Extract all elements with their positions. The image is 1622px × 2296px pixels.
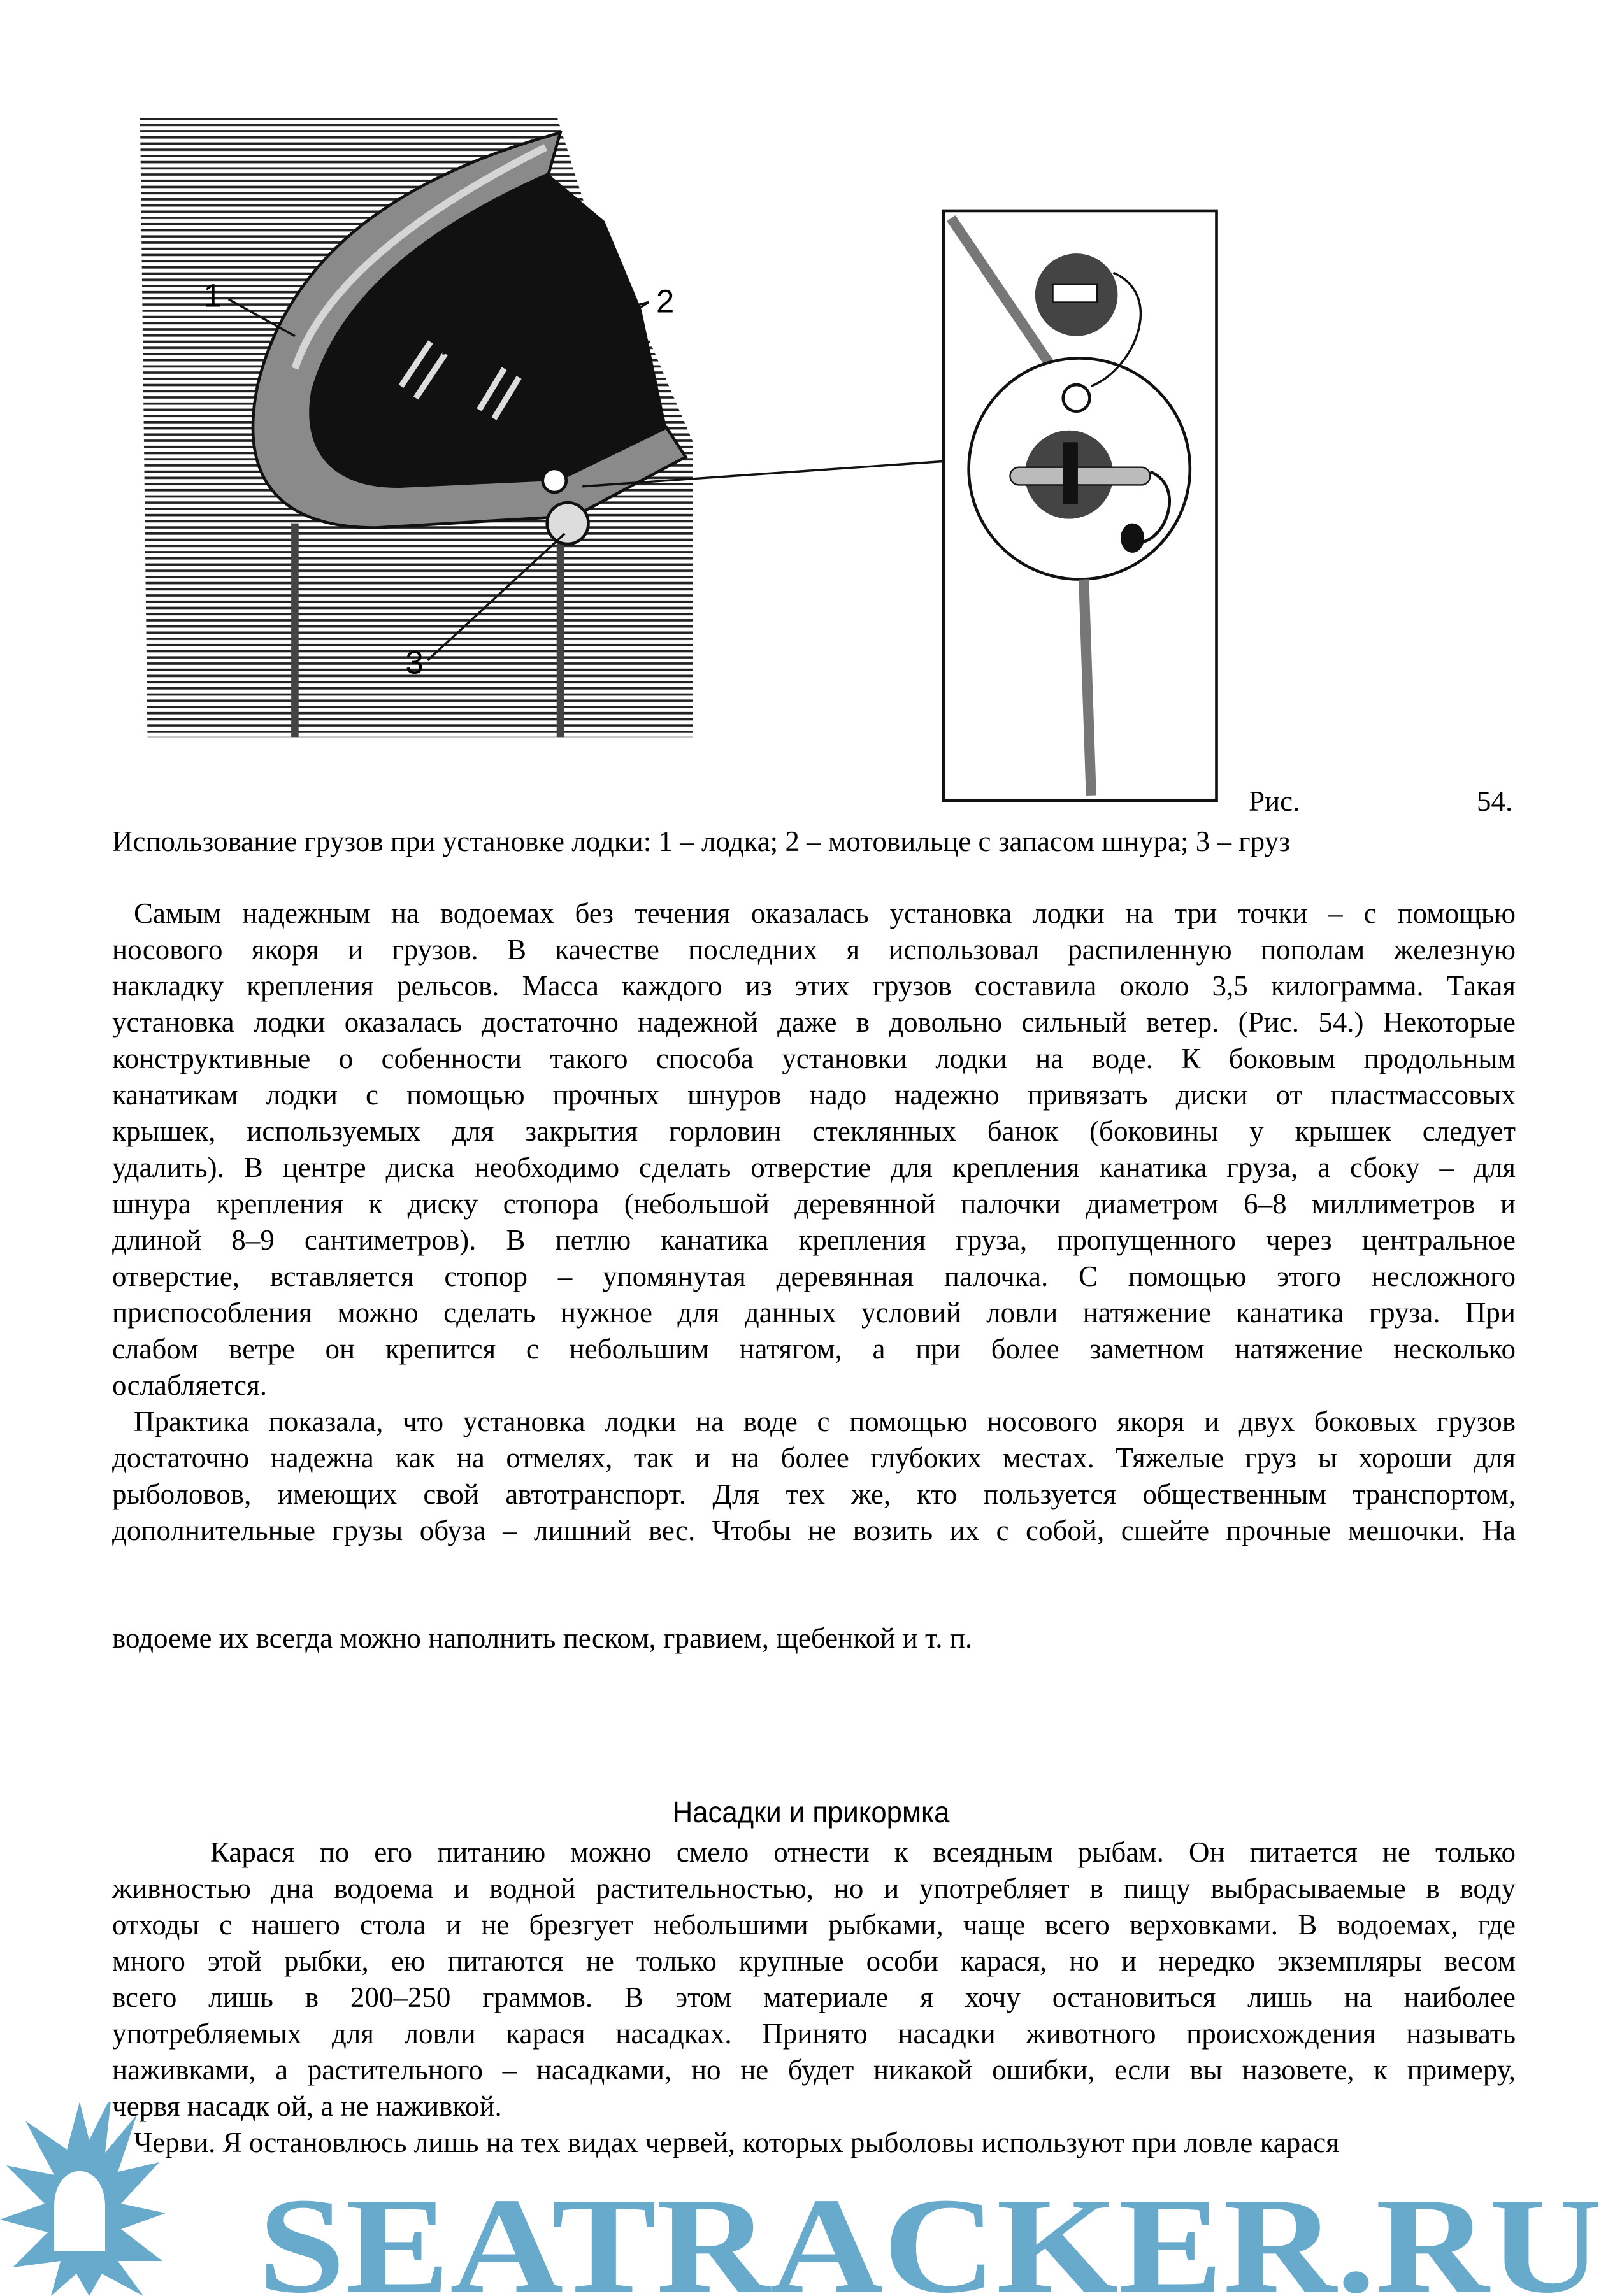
text-line: крышек, используемых для закрытия горловин стеклянных банок (боковины у крышек следует (112, 1115, 1516, 1147)
seatracker-watermark (0, 2165, 1622, 2296)
text-line: употребляемых для ловли карася насадках. Принято насадки животного происхождения называть (112, 2018, 1516, 2050)
text-line: накладку крепления рельсов. Масса каждого из этих грузов составила около 3,5 килограмма. Такая (112, 970, 1516, 1002)
text-line: наживками, а растительного – насадками, но не будет никакой ошибки, если вы назовете, к примеру, (112, 2054, 1516, 2086)
label-3: 3 (405, 644, 424, 681)
label-2: 2 (656, 283, 675, 320)
text-line: ослабляется. (112, 1369, 268, 1401)
figure-caption: Использование грузов при установке лодки: 1 – лодка; 2 – мотовильце с запасом шнура; 3 – груз (112, 825, 1290, 857)
text-line: живностью дна водоема и водной растительностью, но и употребляет в пищу выбрасываемые в воду (112, 1872, 1516, 1904)
figure-label-ric: Рис. (1249, 785, 1300, 817)
text-line: установка лодки оказалась достаточно надежной даже в довольно сильный ветер. (Рис. 54.) Некоторые (112, 1006, 1516, 1038)
text-line: Практика показала, что установка лодки на воде с помощью носового якоря и двух боковых грузов (134, 1406, 1516, 1437)
section-heading: Насадки и прикормка (672, 1795, 950, 1829)
text-line: червя насадк ой, а не наживкой. (112, 2090, 502, 2122)
text-line: слабом ветре он крепится с небольшим натягом, а при более заметном натяжение несколько (112, 1333, 1516, 1365)
text-line: канатикам лодки с помощью прочных шнуров надо надежно привязать диски от пластмассовых (112, 1079, 1516, 1111)
figure-label-number: 54. (1477, 785, 1513, 817)
text-line: отверстие, вставляется стопор – упомянутая деревянная палочка. С помощью этого несложного (112, 1260, 1516, 1292)
text-line: всего лишь в 200–250 граммов. В этом материале я хочу остановиться лишь на наиболее (112, 1981, 1516, 2013)
text-line: достаточно надежна как на отмелях, так и на более глубоких местах. Тяжелые груз ы хороши для (112, 1442, 1516, 1474)
text-line: много этой рыбки, ею питаются не только крупные особи карася, но и нередко экземпляры весом (112, 1945, 1516, 1977)
text-line: шнура крепления к диску стопора (небольшой деревянной палочки диаметром 6–8 миллиметров и (112, 1188, 1516, 1220)
text-line: длиной 8–9 сантиметров). В петлю канатика крепления груза, пропущенного через центральное (112, 1224, 1516, 1256)
watermark-text: SEATRACKER.RU (258, 2169, 1602, 2296)
text-line: водоеме их всегда можно наполнить песком, гравием, щебенкой и т. п. (112, 1622, 973, 1654)
text-line: отходы с нашего стола и не брезгует небольшими рыбками, чаще всего верховками. В водоемах, где (112, 1909, 1516, 1941)
text-line: дополнительные грузы обуза – лишний вес. Чтобы не возить их с собой, сшейте прочные мешочки. На (112, 1515, 1516, 1546)
label-1: 1 (203, 277, 222, 314)
text-line: рыболовов, имеющих свой автотранспорт. Для тех же, кто пользуется общественным транспортом, (112, 1478, 1516, 1510)
text-line: конструктивные о собенности такого способа установки лодки на воде. К боковым продольным (112, 1043, 1516, 1074)
text-line: носового якоря и грузов. В качестве последних я использовал распиленную пополам железную (112, 934, 1516, 966)
text-line: приспособления можно сделать нужное для данных условий ловли натяжение канатика груза. При (112, 1297, 1516, 1329)
text-line: удалить). В центре диска необходимо сделать отверстие для крепления канатика груза, а сбоку – для (112, 1152, 1516, 1183)
text-line: Самым надежным на водоемах без течения оказалась установка лодки на три точки – с помощью (134, 897, 1516, 929)
text-line-worms: Черви. Я остановлюсь лишь на тех видах червей, которых рыболовы используют при ловле карася (134, 2127, 1339, 2158)
text-line: Карася по его питанию можно смело отнести к всеядным рыбам. Он питается не только (210, 1836, 1516, 1868)
boat-weights-figure (0, 0, 1622, 828)
weight-disk (547, 503, 589, 544)
